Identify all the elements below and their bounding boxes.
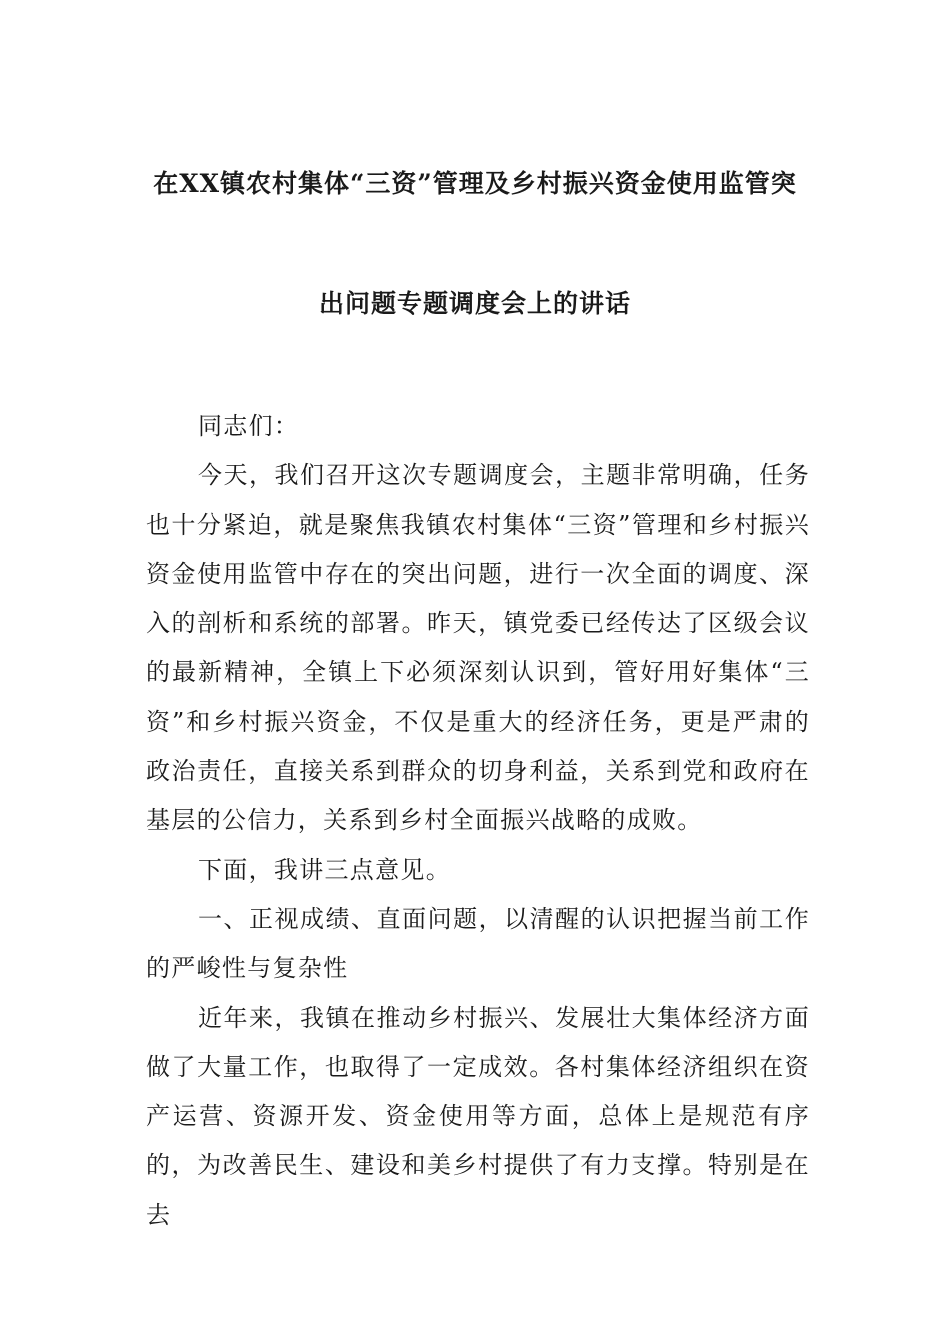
section-heading-1: 一、正视成绩、直面问题，以清醒的认识把握当前工作的严峻性与复杂性: [146, 904, 810, 983]
opening-paragraph: 今天，我们召开这次专题调度会，主题非常明确，任务也十分紧迫，就是聚焦我镇农村集体“三资”管理和乡村振兴资金使用监管中存在的突出问题，进行一次全面的调度、深入的剖析和系统的部署。昨天，镇党委已经传达了区级会议的最新精神，全镇上下必须深刻认识到，管好用好集体“三资”和乡村振兴资金，不仅是重大的经济任务，更是严肃的政治责任，直接关系到群众的切身利益，关系到党和政府在基层的公信力，关系到乡村全面振兴战略的成败。: [146, 461, 810, 835]
document-title-line-1: 在XX镇农村集体“三资”管理及乡村振兴资金使用监管突: [153, 169, 797, 198]
transition-paragraph: 下面，我讲三点意见。: [198, 855, 451, 884]
section-1-paragraph: 近年来，我镇在推动乡村振兴、发展壮大集体经济方面做了大量工作，也取得了一定成效。各村集体经济组织在资产运营、资源开发、资金使用等方面，总体上是规范有序的，为改善民生、建设和美乡村提供了有力支撑。特别是在去: [146, 1003, 810, 1229]
document-body: [146, 402, 810, 1240]
document-title-line-2: 出问题专题调度会上的讲话: [318, 289, 631, 318]
salutation-paragraph: 同志们：: [198, 412, 300, 440]
